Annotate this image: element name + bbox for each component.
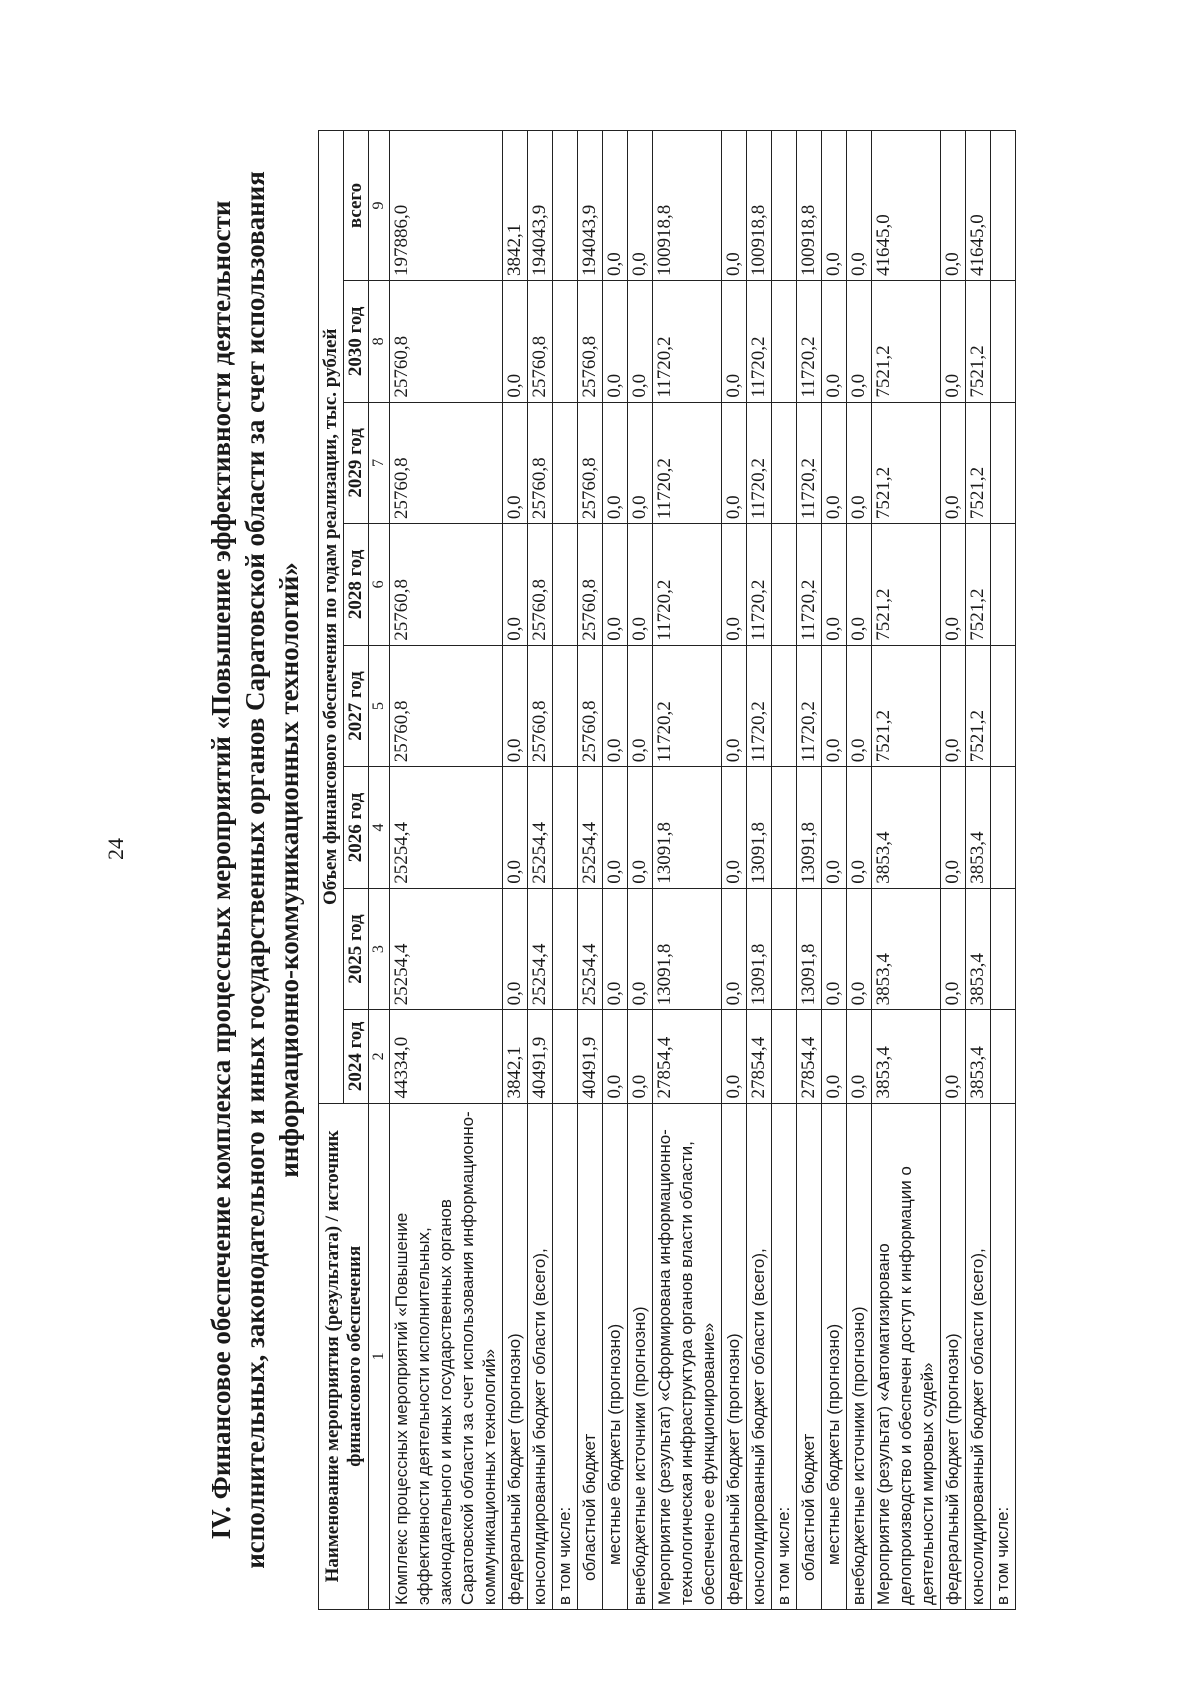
value-cell	[991, 888, 1016, 1010]
value-cell: 0,0	[603, 888, 628, 1010]
value-cell: 11720,2	[653, 645, 722, 767]
row-name: федеральный бюджет (прогнозно)	[503, 1103, 528, 1609]
value-cell: 0,0	[603, 131, 628, 281]
header-year: 2027 год	[344, 645, 369, 767]
value-cell: 0,0	[628, 767, 653, 889]
value-cell: 25760,8	[528, 402, 553, 524]
value-cell: 3853,4	[966, 888, 991, 1010]
value-cell: 0,0	[603, 402, 628, 524]
value-cell: 0,0	[503, 281, 528, 403]
row-name: Комплекс процессных мероприятий «Повышение эффективности деятельности исполнительных, законодательного и иных государственных органов Саратовской области за счет использования информационно-коммуникационных технологий»	[390, 1103, 503, 1609]
value-cell: 0,0	[603, 281, 628, 403]
value-cell: 0,0	[603, 767, 628, 889]
header-year: 2028 год	[344, 524, 369, 646]
table-body	[369, 131, 1016, 1610]
value-cell: 7521,2	[872, 645, 941, 767]
value-cell: 11720,2	[747, 524, 772, 646]
column-number: 6	[369, 524, 390, 646]
value-cell: 25254,4	[578, 767, 603, 889]
value-cell: 0,0	[822, 767, 847, 889]
value-cell: 0,0	[847, 645, 872, 767]
value-cell: 3853,4	[966, 767, 991, 889]
column-number: 1	[369, 1103, 390, 1609]
row-name: Мероприятие (результат) «Автоматизировано делопроизводство и обеспечен доступ к информации о деятельности мировых судей»	[872, 1103, 941, 1609]
value-cell: 0,0	[603, 524, 628, 646]
table-row	[653, 131, 722, 1610]
value-cell	[553, 645, 578, 767]
value-cell: 44334,0	[390, 1010, 503, 1103]
value-cell	[991, 402, 1016, 524]
value-cell: 27854,4	[797, 1010, 822, 1103]
value-cell: 25760,8	[578, 645, 603, 767]
value-cell: 7521,2	[966, 402, 991, 524]
column-number: 2	[369, 1010, 390, 1103]
value-cell: 0,0	[822, 888, 847, 1010]
value-cell: 25760,8	[578, 281, 603, 403]
header-year: 2030 год	[344, 281, 369, 403]
value-cell: 100918,8	[797, 131, 822, 281]
value-cell: 0,0	[503, 524, 528, 646]
value-cell	[991, 524, 1016, 646]
value-cell: 0,0	[722, 524, 747, 646]
value-cell: 0,0	[628, 524, 653, 646]
value-cell	[772, 1010, 797, 1103]
value-cell: 25760,8	[528, 281, 553, 403]
value-cell: 0,0	[722, 645, 747, 767]
value-cell: 194043,9	[578, 131, 603, 281]
value-cell: 0,0	[503, 645, 528, 767]
value-cell: 25254,4	[390, 767, 503, 889]
value-cell	[772, 402, 797, 524]
row-name: внебюджетные источники (прогнозно)	[628, 1103, 653, 1609]
value-cell: 25254,4	[390, 888, 503, 1010]
value-cell: 25254,4	[528, 888, 553, 1010]
value-cell: 13091,8	[747, 888, 772, 1010]
value-cell: 7521,2	[966, 281, 991, 403]
value-cell	[772, 131, 797, 281]
value-cell	[772, 645, 797, 767]
value-cell: 25760,8	[390, 645, 503, 767]
value-cell: 0,0	[941, 645, 966, 767]
row-name: в том числе:	[991, 1103, 1016, 1609]
row-name: консолидированный бюджет области (всего),	[747, 1103, 772, 1609]
value-cell: 41645,0	[966, 131, 991, 281]
value-cell	[553, 281, 578, 403]
value-cell: 3842,1	[503, 1010, 528, 1103]
row-name: в том числе:	[772, 1103, 797, 1609]
row-name: в том числе:	[553, 1103, 578, 1609]
header-year: 2026 год	[344, 767, 369, 889]
value-cell: 25760,8	[528, 524, 553, 646]
value-cell: 0,0	[628, 1010, 653, 1103]
value-cell: 0,0	[847, 131, 872, 281]
column-number: 5	[369, 645, 390, 767]
value-cell: 27854,4	[747, 1010, 772, 1103]
value-cell: 11720,2	[797, 645, 822, 767]
value-cell: 197886,0	[390, 131, 503, 281]
value-cell: 11720,2	[653, 524, 722, 646]
page-number: 24	[103, 838, 128, 860]
row-name: областной бюджет	[578, 1103, 603, 1609]
value-cell: 7521,2	[872, 524, 941, 646]
value-cell: 0,0	[822, 281, 847, 403]
column-number: 8	[369, 281, 390, 403]
value-cell: 0,0	[941, 402, 966, 524]
value-cell: 0,0	[847, 281, 872, 403]
header-name-column: Наименование мероприятия (результата) / источник финансового обеспечения	[319, 1103, 369, 1609]
column-number: 3	[369, 888, 390, 1010]
column-number-row	[369, 131, 390, 1610]
header-year: 2025 год	[344, 888, 369, 1010]
value-cell: 0,0	[941, 1010, 966, 1103]
value-cell	[991, 281, 1016, 403]
value-cell: 3853,4	[966, 1010, 991, 1103]
table-row	[503, 131, 528, 1610]
table-row	[603, 131, 628, 1610]
row-name: федеральный бюджет (прогнозно)	[722, 1103, 747, 1609]
value-cell	[772, 767, 797, 889]
value-cell: 0,0	[847, 888, 872, 1010]
value-cell	[553, 888, 578, 1010]
header-year: 2029 год	[344, 402, 369, 524]
header-year: 2024 год	[344, 1010, 369, 1103]
value-cell: 0,0	[847, 767, 872, 889]
value-cell	[553, 131, 578, 281]
value-cell: 25760,8	[390, 524, 503, 646]
value-cell: 7521,2	[966, 645, 991, 767]
value-cell	[553, 402, 578, 524]
value-cell: 40491,9	[528, 1010, 553, 1103]
table-row	[822, 131, 847, 1610]
table-row	[628, 131, 653, 1610]
value-cell: 3853,4	[872, 767, 941, 889]
header-row-1	[319, 131, 344, 1610]
value-cell: 0,0	[628, 402, 653, 524]
value-cell: 27854,4	[653, 1010, 722, 1103]
table-row	[390, 131, 503, 1610]
rotated-page-content	[200, 120, 1080, 1620]
value-cell: 11720,2	[747, 402, 772, 524]
value-cell: 0,0	[941, 888, 966, 1010]
row-name: внебюджетные источники (прогнозно)	[847, 1103, 872, 1609]
value-cell: 11720,2	[653, 281, 722, 403]
value-cell: 0,0	[822, 524, 847, 646]
value-cell: 11720,2	[747, 645, 772, 767]
value-cell	[772, 524, 797, 646]
value-cell: 0,0	[628, 281, 653, 403]
row-name: федеральный бюджет (прогнозно)	[941, 1103, 966, 1609]
row-name: областной бюджет	[797, 1103, 822, 1609]
value-cell: 25760,8	[390, 281, 503, 403]
value-cell: 11720,2	[797, 281, 822, 403]
table-row	[872, 131, 941, 1610]
row-name: местные бюджеты (прогнозно)	[822, 1103, 847, 1609]
row-name: Мероприятие (результат) «Сформирована информационно-технологическая инфраструктура органов власти области, обеспечено ее функционирование»	[653, 1103, 722, 1609]
value-cell: 0,0	[847, 524, 872, 646]
value-cell: 100918,8	[653, 131, 722, 281]
value-cell: 0,0	[603, 645, 628, 767]
table-row	[553, 131, 578, 1610]
value-cell: 0,0	[603, 1010, 628, 1103]
value-cell: 0,0	[722, 131, 747, 281]
header-group-volume: Объем финансового обеспечения по годам реализации, тыс. рублей	[319, 131, 344, 1104]
value-cell: 0,0	[822, 402, 847, 524]
value-cell: 11720,2	[747, 281, 772, 403]
row-name: консолидированный бюджет области (всего),	[966, 1103, 991, 1609]
value-cell: 0,0	[847, 402, 872, 524]
value-cell: 194043,9	[528, 131, 553, 281]
value-cell: 0,0	[503, 888, 528, 1010]
value-cell: 40491,9	[578, 1010, 603, 1103]
table-row	[941, 131, 966, 1610]
value-cell: 7521,2	[872, 402, 941, 524]
value-cell: 0,0	[628, 888, 653, 1010]
row-name: консолидированный бюджет области (всего),	[528, 1103, 553, 1609]
table-row	[966, 131, 991, 1610]
value-cell: 3853,4	[872, 888, 941, 1010]
column-number: 4	[369, 767, 390, 889]
value-cell	[991, 645, 1016, 767]
value-cell: 13091,8	[653, 888, 722, 1010]
value-cell: 7521,2	[966, 524, 991, 646]
value-cell: 25254,4	[578, 888, 603, 1010]
value-cell	[991, 1010, 1016, 1103]
section-title: IV. Финансовое обеспечение комплекса процессных мероприятий «Повышение эффективности деятельности исполнительных, законодательного и иных государственных органов Саратовской области за счет использования информационно-коммуникационных технологий»	[206, 171, 304, 1569]
value-cell: 11720,2	[653, 402, 722, 524]
value-cell: 13091,8	[797, 767, 822, 889]
row-name: местные бюджеты (прогнозно)	[603, 1103, 628, 1609]
value-cell: 13091,8	[747, 767, 772, 889]
value-cell: 0,0	[722, 402, 747, 524]
value-cell: 0,0	[722, 281, 747, 403]
value-cell: 0,0	[822, 131, 847, 281]
value-cell: 0,0	[628, 645, 653, 767]
value-cell	[772, 281, 797, 403]
financing-table	[318, 130, 1016, 1610]
value-cell: 0,0	[941, 131, 966, 281]
value-cell: 25760,8	[390, 402, 503, 524]
header-year: всего	[344, 131, 369, 281]
value-cell	[553, 524, 578, 646]
table-row	[991, 131, 1016, 1610]
column-number: 9	[369, 131, 390, 281]
value-cell: 11720,2	[797, 402, 822, 524]
table-row	[578, 131, 603, 1610]
value-cell: 3842,1	[503, 131, 528, 281]
value-cell: 0,0	[722, 767, 747, 889]
value-cell: 0,0	[503, 767, 528, 889]
table-row	[847, 131, 872, 1610]
value-cell	[991, 131, 1016, 281]
column-number: 7	[369, 402, 390, 524]
value-cell: 13091,8	[653, 767, 722, 889]
value-cell: 0,0	[503, 402, 528, 524]
table-row	[722, 131, 747, 1610]
value-cell: 0,0	[822, 1010, 847, 1103]
value-cell: 25760,8	[528, 645, 553, 767]
value-cell: 0,0	[628, 131, 653, 281]
value-cell	[772, 888, 797, 1010]
table-row	[797, 131, 822, 1610]
value-cell: 25254,4	[528, 767, 553, 889]
value-cell: 25760,8	[578, 402, 603, 524]
value-cell	[553, 1010, 578, 1103]
value-cell: 0,0	[941, 524, 966, 646]
table-row	[747, 131, 772, 1610]
value-cell	[991, 767, 1016, 889]
value-cell: 7521,2	[872, 281, 941, 403]
value-cell: 41645,0	[872, 131, 941, 281]
value-cell: 13091,8	[797, 888, 822, 1010]
value-cell: 0,0	[722, 888, 747, 1010]
table-row	[772, 131, 797, 1610]
value-cell: 0,0	[941, 281, 966, 403]
table-row	[528, 131, 553, 1610]
value-cell: 0,0	[847, 1010, 872, 1103]
value-cell: 3853,4	[872, 1010, 941, 1103]
value-cell: 0,0	[722, 1010, 747, 1103]
value-cell: 25760,8	[578, 524, 603, 646]
value-cell: 100918,8	[747, 131, 772, 281]
value-cell: 0,0	[822, 645, 847, 767]
value-cell: 0,0	[941, 767, 966, 889]
value-cell: 11720,2	[797, 524, 822, 646]
value-cell	[553, 767, 578, 889]
